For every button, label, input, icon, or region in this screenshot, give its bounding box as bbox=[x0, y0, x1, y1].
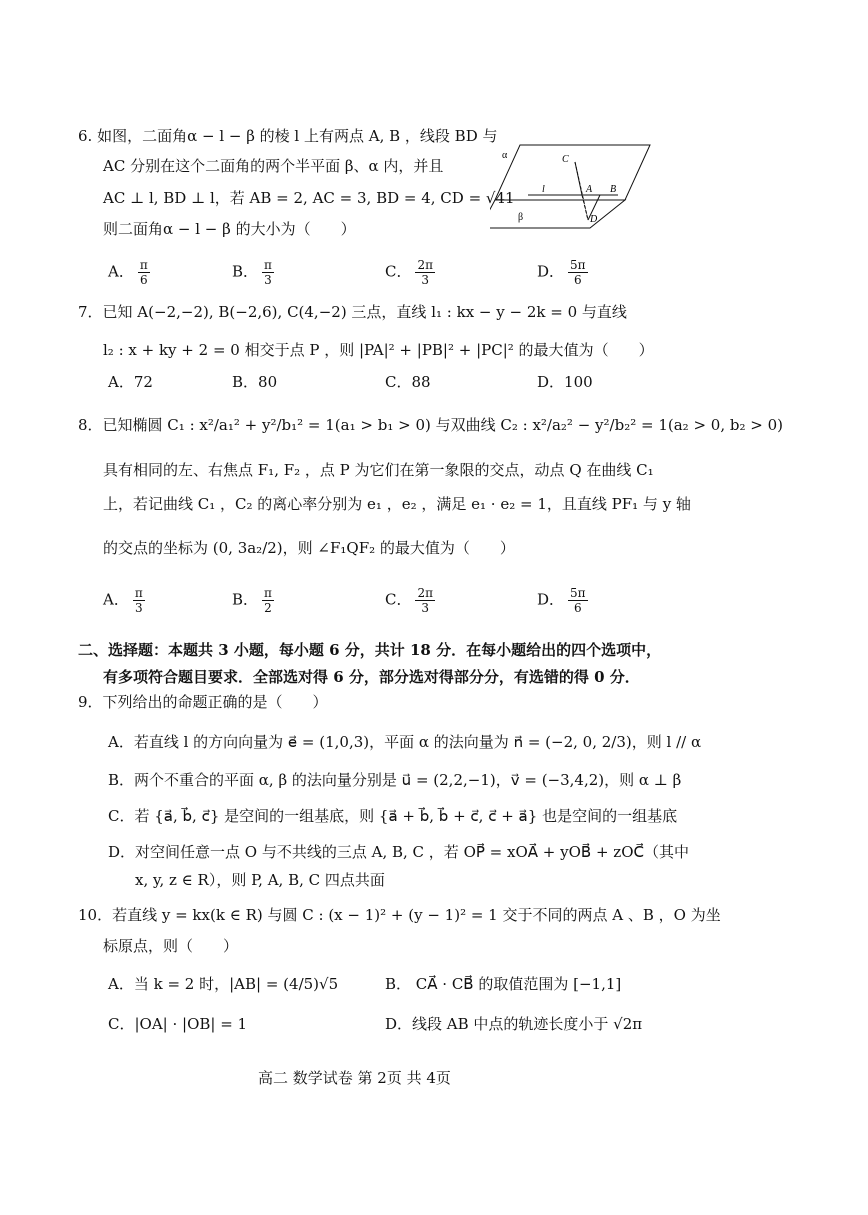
fig-label-c: C bbox=[562, 154, 569, 165]
q8-option-d: D． $\frac{5\pi}{6}$ bbox=[537, 586, 586, 615]
q8-option-b: B． $\frac{\pi}{2}$ bbox=[232, 586, 272, 615]
q6-option-a: A． $\frac{\pi}{6}$ bbox=[108, 258, 148, 287]
q8-option-a: A． $\frac{\pi}{3}$ bbox=[103, 586, 143, 615]
q8-option-c: C． $\frac{2\pi}{3}$ bbox=[385, 586, 434, 615]
q10-option-c: C．|OA| · |OB| = 1 bbox=[108, 1015, 248, 1033]
q6-line1: 6. 如图，二面角α − l − β 的棱 l 上有两点 A, B ，线段 BD 与 bbox=[78, 127, 498, 145]
q8-line1: 8．已知椭圆 C₁ : x²/a₁² + y²/b₁² = 1(a₁ > b₁ > 0) 与双曲线 C₂ : x²/a₂² − y²/b₂² = 1(a₂ > 0, b₂ > 0) bbox=[78, 416, 783, 434]
q10-line1: 10．若直线 y = kx(k ∈ R) 与圆 C : (x − 1)² + (y − 1)² = 1 交于不同的两点 A 、B ，O 为坐 bbox=[78, 906, 721, 924]
q9-option-d-line1: D．对空间任意一点 O 与不共线的三点 A, B, C ，若 OP⃗ = xOA⃗ + yOB⃗ + zOC⃗（其中 bbox=[108, 843, 689, 861]
page-footer: 高二 数学试卷 第 2页 共 4页 bbox=[258, 1069, 451, 1087]
q7-line2: l₂ : x + ky + 2 = 0 相交于点 P ，则 |PA|² + |PB|² + |PC|² 的最大值为（ ） bbox=[103, 341, 654, 359]
q9-option-b: B．两个不重合的平面 α, β 的法向量分别是 u⃗ = (2,2,−1)，v⃗ = (−3,4,2)，则 α ⊥ β bbox=[108, 771, 682, 789]
q6-option-b: B． $\frac{\pi}{3}$ bbox=[232, 258, 272, 287]
fig-label-b: B bbox=[610, 184, 617, 195]
q10-option-a: A．当 k = 2 时，|AB| = (4/5)√5 bbox=[108, 975, 339, 993]
q7-option-d: D．100 bbox=[537, 373, 593, 391]
fig-label-alpha: α bbox=[502, 150, 508, 161]
q6-line4: 则二面角α − l − β 的大小为（ ） bbox=[103, 220, 356, 238]
q9-stem: 9．下列给出的命题正确的是（ ） bbox=[78, 693, 328, 711]
q6-option-c: C． $\frac{2\pi}{3}$ bbox=[385, 258, 434, 287]
q9-option-c: C．若 {a⃗, b⃗, c⃗} 是空间的一组基底，则 {a⃗ + b⃗, b⃗ + c⃗, c⃗ + a⃗} 也是空间的一组基底 bbox=[108, 807, 678, 825]
q9-option-a: A．若直线 l 的方向向量为 e⃗ = (1,0,3)，平面 α 的法向量为 n⃗ = (−2, 0, 2/3)，则 l // α bbox=[108, 733, 702, 751]
fig-label-beta: β bbox=[518, 212, 524, 223]
q8-line2: 具有相同的左、右焦点 F₁, F₂ ，点 P 为它们在第一象限的交点，动点 Q 在曲线 C₁ bbox=[103, 461, 654, 479]
section2-line1: 二、选择题：本题共 3 小题，每小题 6 分，共计 18 分．在每小题给出的四个选项中， bbox=[78, 641, 662, 659]
q8-line4: 的交点的坐标为 (0, 3a₂/2)，则 ∠F₁QF₂ 的最大值为（ ） bbox=[103, 539, 515, 557]
q7-option-c: C．88 bbox=[385, 373, 431, 391]
q7-option-a: A．72 bbox=[108, 373, 153, 391]
fig-label-l: l bbox=[542, 184, 545, 195]
q6-option-d: D． $\frac{5\pi}{6}$ bbox=[537, 258, 586, 287]
q7-option-b: B．80 bbox=[232, 373, 278, 391]
q10-option-d: D．线段 AB 中点的轨迹长度小于 √2π bbox=[385, 1015, 643, 1033]
q6-line3: AC ⊥ l, BD ⊥ l，若 AB = 2, AC = 3, BD = 4, CD = √41 bbox=[103, 189, 515, 207]
q8-line3: 上，若记曲线 C₁ ，C₂ 的离心率分别为 e₁ ，e₂ ，满足 e₁ · e₂ = 1，且直线 PF₁ 与 y 轴 bbox=[103, 495, 691, 513]
q9-option-d-line2: x, y, z ∈ R），则 P, A, B, C 四点共面 bbox=[135, 871, 385, 889]
fig-label-d: D bbox=[590, 214, 598, 225]
section2-line2: 有多项符合题目要求．全部选对得 6 分，部分选对得部分分，有选错的得 0 分． bbox=[103, 668, 640, 686]
q10-line2: 标原点，则（ ） bbox=[103, 937, 239, 955]
q7-line1: 7．已知 A(−2,−2), B(−2,6), C(4,−2) 三点，直线 l₁ : kx − y − 2k = 0 与直线 bbox=[78, 303, 627, 321]
q6-dihedral-figure bbox=[490, 140, 660, 235]
q6-line2: AC 分别在这个二面角的两个半平面 β、α 内，并且 bbox=[103, 157, 444, 175]
q10-option-b: B． CA⃗ · CB⃗ 的取值范围为 [−1,1] bbox=[385, 975, 622, 993]
fig-label-a: A bbox=[586, 184, 593, 195]
